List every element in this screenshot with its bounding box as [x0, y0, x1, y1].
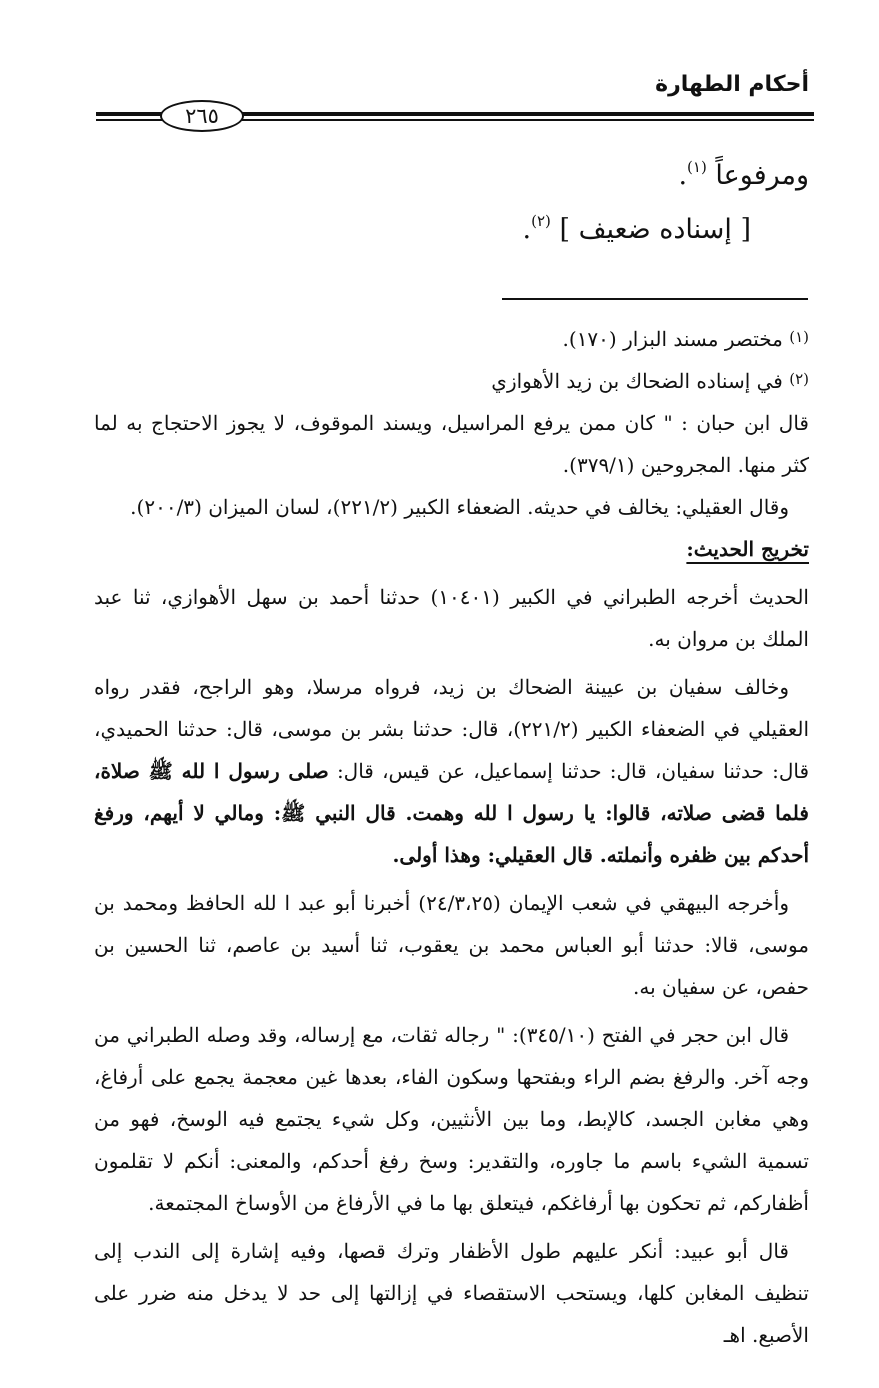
main-text-line-1 — [678, 160, 809, 191]
footnote-1 — [94, 318, 809, 360]
footnote-2 — [94, 360, 809, 402]
footnotes-section — [94, 318, 809, 1356]
sufyan-bold-hadith: صلى رسول ا لله ﷺ صلاة، فلما قضى صلاته، قالوا: يا رسول ا لله وهمت. قال النبي ﷺ: ومالي لا أيهم، ورفغ أحدكم بين ظفره وأنملته. قال العقيلي: وهذا أولى. — [94, 759, 809, 867]
paragraph-abu-ubayd: قال أبو عبيد: أنكر عليهم طول الأظفار وترك قصها، وفيه إشارة إلى الندب إلى تنظيف المغابن كلها، ويستحب الاستقصاء في إزالتها إلى حد لا يدخل منه ضرر على الأصبع. اهـ — [94, 1239, 809, 1347]
footnote-ref-2[interactable]: (٢) — [531, 212, 551, 230]
main-text-period-2: . — [522, 214, 532, 245]
main-text-period-1: . — [678, 160, 688, 191]
footnote-1-text: مختصر مسند البزار (١٧٠). — [562, 327, 783, 351]
main-text-marfu: ومرفوعاً — [715, 160, 809, 191]
paragraph-ibn-hibban: قال ابن حبان : " كان ممن يرفع المراسيل، ويسند الموقوف، لا يجوز الاحتجاج به لما كثر منها. المجروحين (٣٧٩/١). — [94, 411, 809, 477]
page-number: ٢٦٥ — [160, 100, 244, 132]
sufyan-plain-text: وخالف سفيان بن عيينة الضحاك بن زيد، فرواه مرسلا، وهو الراجح، فقدر رواه العقيلي في الضعفاء الكبير (٢٢١/٢)، قال: حدثنا بشر بن موسى، قال: حدثنا الحميدي، قال: حدثنا سفيان، قال: حدثنا إسماعيل، عن قيس، قال: — [94, 675, 810, 783]
main-text-line-2 — [523, 214, 752, 245]
takhrij-heading-line — [94, 528, 809, 570]
main-text-isnad-daif: [ إسناده ضعيف ] — [559, 214, 751, 245]
paragraph-bayhaqi: وأخرجه البيهقي في شعب الإيمان (٢٤/٣،٢٥) أخبرنا أبو عبد ا لله الحافظ ومحمد بن موسى، قالا: حدثنا أبو العباس محمد بن يعقوب، ثنا أسيد بن عاصم، ثنا الحسين بن حفص، عن سفيان به. — [94, 891, 809, 999]
paragraph-tabarani: الحديث أخرجه الطبراني في الكبير (١٠٤٠١) حدثنا أحمد بن سهل الأهوازي، ثنا عبد الملك بن مروان به. — [94, 585, 809, 651]
footnote-marker-1: (١) — [789, 328, 809, 346]
paragraph-uqayli: وقال العقيلي: يخالف في حديثه. الضعفاء الكبير (٢٢١/٢)، لسان الميزان (٢٠٠/٣). — [130, 495, 789, 519]
paragraph-ibn-hajar: قال ابن حجر في الفتح (٣٤٥/١٠): " رجاله ثقات، مع إرساله، وقد وصله الطبراني من وجه آخر. والرفغ بضم الراء وبفتحها وسكون الفاء، بعدها غين معجمة يجمع على أرفاغ، وهي مغابن الجسد، كالإبط، وما بين الأنثيين، وكل شيء يجتمع فيه الوسخ، فهو من تسمية الشيء باسم ما جاوره، والتقدير: وسخ رفغ أحدكم، والمعنى: أنكم لا تقلمون أظفاركم، ثم تحكون بها أرفاغكم، فيتعلق بها ما في الأرفاغ من الأوساخ المجتمعة. — [94, 1023, 809, 1215]
footnote-separator — [502, 298, 808, 300]
footnote-2-text: في إسناده الضحاك بن زيد الأهوازي — [491, 369, 783, 393]
takhrij-heading: تخريج الحديث: — [686, 537, 809, 561]
footnote-ref-1[interactable]: (١) — [687, 158, 707, 176]
paragraph-sufyan — [94, 666, 809, 876]
running-title: أحكام الطهارة — [655, 72, 809, 97]
footnote-marker-2: (٢) — [789, 370, 809, 388]
